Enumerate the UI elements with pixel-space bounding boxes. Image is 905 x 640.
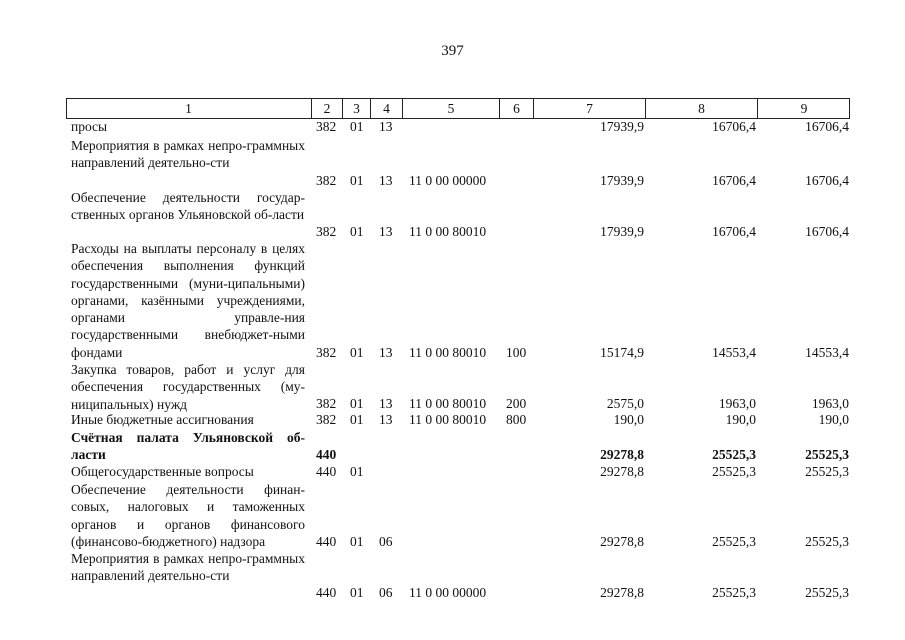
cell-c3: 01 [350, 396, 364, 411]
cell-c2: 440 [316, 534, 337, 549]
cell-c2: 440 [316, 464, 337, 479]
cell-c4: 06 [379, 585, 393, 600]
cell-c2: 382 [316, 224, 337, 239]
page-number: 397 [441, 43, 464, 59]
cell-c3: 01 [350, 412, 364, 427]
header-col-6: 6 [500, 99, 534, 118]
row-description: Закупка товаров, работ и услуг для обеспечения государственных (му-ниципальных) нужд [71, 362, 305, 412]
cell-c9: 16706,4 [805, 224, 849, 239]
row-description: Мероприятия в рамках непро-граммных направлений деятельно-сти [71, 138, 305, 171]
cell-c4: 13 [379, 119, 393, 134]
cell-c3: 01 [350, 345, 364, 360]
cell-c8: 16706,4 [712, 119, 756, 134]
cell-c9: 190,0 [818, 412, 849, 427]
cell-c2: 382 [316, 412, 337, 427]
header-col-1: 1 [66, 99, 312, 118]
cell-c4: 13 [379, 412, 393, 427]
cell-c9: 25525,3 [805, 447, 849, 462]
cell-c7: 190,0 [613, 412, 644, 427]
row-description: Иные бюджетные ассигнования [71, 412, 254, 427]
cell-c7: 29278,8 [600, 534, 644, 549]
cell-c7: 17939,9 [600, 173, 644, 188]
cell-c4: 13 [379, 224, 393, 239]
cell-c2: 382 [316, 396, 337, 411]
cell-c7: 17939,9 [600, 119, 644, 134]
cell-c9: 25525,3 [805, 585, 849, 600]
cell-c3: 01 [350, 464, 364, 479]
cell-c9: 16706,4 [805, 119, 849, 134]
cell-c4: 06 [379, 534, 393, 549]
cell-c9: 25525,3 [805, 534, 849, 549]
row-description: Мероприятия в рамках непро-граммных направлений деятельно-сти [71, 551, 305, 584]
cell-c2: 440 [316, 585, 337, 600]
cell-c5: 11 0 00 00000 [409, 173, 487, 188]
cell-c6: 800 [506, 412, 527, 427]
cell-c8: 25525,3 [712, 534, 756, 549]
header-col-7: 7 [534, 99, 646, 118]
cell-c5: 11 0 00 80010 [409, 412, 487, 427]
cell-c9: 25525,3 [805, 464, 849, 479]
header-col-9: 9 [800, 101, 808, 116]
cell-c8: 25525,3 [712, 585, 756, 600]
header-col-8: 8 [646, 99, 758, 118]
cell-c8: 25525,3 [712, 464, 756, 479]
cell-c5: 11 0 00 80010 [409, 396, 487, 411]
cell-c2: 382 [316, 173, 337, 188]
cell-c5: 11 0 00 80010 [409, 224, 487, 239]
cell-c6: 100 [506, 345, 527, 360]
cell-c7: 17939,9 [600, 224, 644, 239]
cell-c9: 16706,4 [805, 173, 849, 188]
cell-c4: 13 [379, 345, 393, 360]
cell-c3: 01 [350, 534, 364, 549]
cell-c3: 01 [350, 173, 364, 188]
cell-c4: 13 [379, 173, 393, 188]
cell-c3: 01 [350, 119, 364, 134]
cell-c6: 200 [506, 396, 527, 411]
cell-c9: 14553,4 [805, 345, 849, 360]
cell-c7: 29278,8 [600, 585, 644, 600]
cell-c7: 29278,8 [600, 447, 644, 462]
header-col-2: 2 [312, 99, 343, 118]
cell-c8: 1963,0 [718, 396, 756, 411]
cell-c4: 13 [379, 396, 393, 411]
header-col-3: 3 [343, 99, 371, 118]
cell-c7: 2575,0 [606, 396, 644, 411]
cell-c8: 16706,4 [712, 173, 756, 188]
header-col-5: 5 [403, 99, 500, 118]
cell-c7: 29278,8 [600, 464, 644, 479]
cell-c8: 16706,4 [712, 224, 756, 239]
cell-c7: 15174,9 [600, 345, 644, 360]
cell-c9: 1963,0 [811, 396, 849, 411]
row-description: Счётная палата Ульяновской об-ласти [71, 430, 305, 463]
cell-c8: 14553,4 [712, 345, 756, 360]
header-col-4: 4 [371, 99, 403, 118]
row-description: Обеспечение деятельности государ-ственных органов Ульяновской об-ласти [71, 190, 305, 223]
row-description: Общегосударственные вопросы [71, 464, 254, 479]
cell-c2: 382 [316, 119, 337, 134]
cell-c5: 11 0 00 00000 [409, 585, 487, 600]
cell-c8: 190,0 [725, 412, 756, 427]
cell-c2: 440 [316, 447, 337, 462]
row-description: Обеспечение деятельности финан-совых, налоговых и таможенных органов и органов финансового (финансово-бюджетного) надзора [71, 482, 305, 549]
cell-c5: 11 0 00 80010 [409, 345, 487, 360]
cell-c3: 01 [350, 224, 364, 239]
row-description: Расходы на выплаты персоналу в целях обеспечения выполнения функций государственными (муни-ципальными) органами, казёнными учреждениями, органами управле-ния государственными внебюджет-ными фондами [71, 241, 305, 360]
cell-c8: 25525,3 [712, 447, 756, 462]
cell-c2: 382 [316, 345, 337, 360]
cell-c3: 01 [350, 585, 364, 600]
row-description: просы [71, 119, 108, 134]
